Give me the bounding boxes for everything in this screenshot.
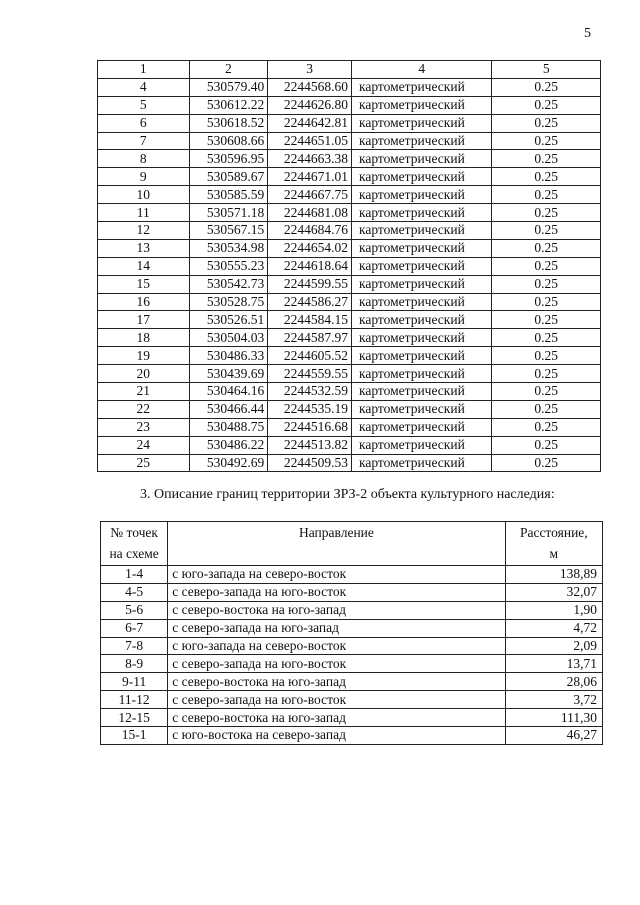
point-number-cell: 13 <box>98 239 190 257</box>
table-row <box>101 619 603 637</box>
section-heading: 3. Описание границ территории ЗРЗ-2 объекта культурного наследия: <box>140 487 555 502</box>
direction-cell: с северо-востока на юго-запад <box>168 601 505 619</box>
direction-cell: с северо-запада на юго-восток <box>168 655 505 673</box>
points-column-header <box>101 522 168 566</box>
x-coordinate-cell: 530488.75 <box>189 418 268 436</box>
y-coordinate-cell: 2244684.76 <box>268 222 352 240</box>
table-row <box>98 150 601 168</box>
points-header-line1: № точек <box>110 525 158 540</box>
direction-cell: с северо-запада на юго-восток <box>168 583 505 601</box>
distance-column-header <box>505 522 602 566</box>
x-coordinate-cell: 530608.66 <box>189 132 268 150</box>
point-number-cell: 8 <box>98 150 190 168</box>
accuracy-cell: 0.25 <box>492 114 601 132</box>
table-row <box>98 365 601 383</box>
method-cell: картометрический <box>351 436 492 454</box>
distance-cell: 4,72 <box>505 619 602 637</box>
y-coordinate-cell: 2244513.82 <box>268 436 352 454</box>
accuracy-cell: 0.25 <box>492 78 601 96</box>
table-row <box>101 709 603 727</box>
table-row <box>98 257 601 275</box>
direction-cell: с северо-запада на юго-восток <box>168 691 505 709</box>
x-coordinate-cell: 530526.51 <box>189 311 268 329</box>
column-header: 2 <box>189 61 268 79</box>
y-coordinate-cell: 2244568.60 <box>268 78 352 96</box>
column-header: 4 <box>351 61 492 79</box>
table-row <box>101 637 603 655</box>
method-cell: картометрический <box>351 132 492 150</box>
y-coordinate-cell: 2244586.27 <box>268 293 352 311</box>
x-coordinate-cell: 530555.23 <box>189 257 268 275</box>
table-row <box>98 436 601 454</box>
accuracy-cell: 0.25 <box>492 239 601 257</box>
x-coordinate-cell: 530492.69 <box>189 454 268 472</box>
table-row <box>101 673 603 691</box>
method-cell: картометрический <box>351 96 492 114</box>
method-cell: картометрический <box>351 78 492 96</box>
y-coordinate-cell: 2244584.15 <box>268 311 352 329</box>
point-number-cell: 6 <box>98 114 190 132</box>
table-row <box>98 168 601 186</box>
method-cell: картометрический <box>351 383 492 401</box>
method-cell: картометрический <box>351 186 492 204</box>
method-cell: картометрический <box>351 293 492 311</box>
x-coordinate-cell: 530618.52 <box>189 114 268 132</box>
segment-cell: 5-6 <box>101 601 168 619</box>
table-row <box>101 601 603 619</box>
segment-cell: 6-7 <box>101 619 168 637</box>
table-row <box>98 400 601 418</box>
boundary-description-table <box>100 521 603 745</box>
method-cell: картометрический <box>351 454 492 472</box>
point-number-cell: 5 <box>98 96 190 114</box>
distance-cell: 28,06 <box>505 673 602 691</box>
segment-cell: 11-12 <box>101 691 168 709</box>
point-number-cell: 12 <box>98 222 190 240</box>
accuracy-cell: 0.25 <box>492 132 601 150</box>
point-number-cell: 7 <box>98 132 190 150</box>
direction-cell: с юго-запада на северо-восток <box>168 566 505 584</box>
point-number-cell: 20 <box>98 365 190 383</box>
point-number-cell: 15 <box>98 275 190 293</box>
x-coordinate-cell: 530504.03 <box>189 329 268 347</box>
distance-cell: 1,90 <box>505 601 602 619</box>
accuracy-cell: 0.25 <box>492 222 601 240</box>
x-coordinate-cell: 530534.98 <box>189 239 268 257</box>
table-row <box>98 383 601 401</box>
coordinates-table <box>97 60 601 472</box>
accuracy-cell: 0.25 <box>492 186 601 204</box>
point-number-cell: 10 <box>98 186 190 204</box>
accuracy-cell: 0.25 <box>492 275 601 293</box>
accuracy-cell: 0.25 <box>492 329 601 347</box>
accuracy-cell: 0.25 <box>492 383 601 401</box>
method-cell: картометрический <box>351 311 492 329</box>
x-coordinate-cell: 530579.40 <box>189 78 268 96</box>
method-cell: картометрический <box>351 114 492 132</box>
x-coordinate-cell: 530612.22 <box>189 96 268 114</box>
distance-cell: 138,89 <box>505 566 602 584</box>
segment-cell: 4-5 <box>101 583 168 601</box>
accuracy-cell: 0.25 <box>492 454 601 472</box>
table-row <box>101 566 603 584</box>
direction-cell: с юго-запада на северо-восток <box>168 637 505 655</box>
x-coordinate-cell: 530486.33 <box>189 347 268 365</box>
table-row <box>98 454 601 472</box>
direction-column-header: Направление <box>168 522 505 566</box>
segment-cell: 9-11 <box>101 673 168 691</box>
distance-cell: 46,27 <box>505 727 602 745</box>
table-row <box>101 583 603 601</box>
accuracy-cell: 0.25 <box>492 96 601 114</box>
point-number-cell: 9 <box>98 168 190 186</box>
point-number-cell: 25 <box>98 454 190 472</box>
y-coordinate-cell: 2244626.80 <box>268 96 352 114</box>
table-row <box>98 78 601 96</box>
point-number-cell: 16 <box>98 293 190 311</box>
table-row <box>101 691 603 709</box>
x-coordinate-cell: 530542.73 <box>189 275 268 293</box>
segment-cell: 12-15 <box>101 709 168 727</box>
table-row <box>98 239 601 257</box>
y-coordinate-cell: 2244587.97 <box>268 329 352 347</box>
table-row <box>98 311 601 329</box>
point-number-cell: 24 <box>98 436 190 454</box>
point-number-cell: 18 <box>98 329 190 347</box>
distance-cell: 3,72 <box>505 691 602 709</box>
point-number-cell: 11 <box>98 204 190 222</box>
boundary-table-header <box>101 522 603 566</box>
distance-cell: 13,71 <box>505 655 602 673</box>
point-number-cell: 22 <box>98 400 190 418</box>
y-coordinate-cell: 2244559.55 <box>268 365 352 383</box>
column-header: 5 <box>492 61 601 79</box>
method-cell: картометрический <box>351 347 492 365</box>
y-coordinate-cell: 2244642.81 <box>268 114 352 132</box>
x-coordinate-cell: 530589.67 <box>189 168 268 186</box>
method-cell: картометрический <box>351 239 492 257</box>
distance-cell: 32,07 <box>505 583 602 601</box>
y-coordinate-cell: 2244605.52 <box>268 347 352 365</box>
point-number-cell: 17 <box>98 311 190 329</box>
table-row <box>98 293 601 311</box>
accuracy-cell: 0.25 <box>492 400 601 418</box>
table-row <box>101 655 603 673</box>
y-coordinate-cell: 2244651.05 <box>268 132 352 150</box>
point-number-cell: 21 <box>98 383 190 401</box>
method-cell: картометрический <box>351 204 492 222</box>
accuracy-cell: 0.25 <box>492 257 601 275</box>
table-row <box>98 132 601 150</box>
method-cell: картометрический <box>351 329 492 347</box>
y-coordinate-cell: 2244618.64 <box>268 257 352 275</box>
x-coordinate-cell: 530567.15 <box>189 222 268 240</box>
page-number: 5 <box>584 26 591 41</box>
table-row <box>98 186 601 204</box>
x-coordinate-cell: 530585.59 <box>189 186 268 204</box>
direction-cell: с северо-запада на юго-запад <box>168 619 505 637</box>
accuracy-cell: 0.25 <box>492 150 601 168</box>
accuracy-cell: 0.25 <box>492 365 601 383</box>
segment-cell: 8-9 <box>101 655 168 673</box>
y-coordinate-cell: 2244671.01 <box>268 168 352 186</box>
column-header: 3 <box>268 61 352 79</box>
x-coordinate-cell: 530528.75 <box>189 293 268 311</box>
point-number-cell: 19 <box>98 347 190 365</box>
table-row <box>98 418 601 436</box>
x-coordinate-cell: 530439.69 <box>189 365 268 383</box>
method-cell: картометрический <box>351 257 492 275</box>
direction-cell: с северо-востока на юго-запад <box>168 673 505 691</box>
method-cell: картометрический <box>351 222 492 240</box>
accuracy-cell: 0.25 <box>492 436 601 454</box>
table-row <box>98 114 601 132</box>
method-cell: картометрический <box>351 418 492 436</box>
distance-cell: 2,09 <box>505 637 602 655</box>
distance-header-line1: Расстояние, <box>519 525 588 540</box>
y-coordinate-cell: 2244667.75 <box>268 186 352 204</box>
x-coordinate-cell: 530464.16 <box>189 383 268 401</box>
table-row <box>98 96 601 114</box>
table-row <box>98 204 601 222</box>
y-coordinate-cell: 2244535.19 <box>268 400 352 418</box>
x-coordinate-cell: 530486.22 <box>189 436 268 454</box>
accuracy-cell: 0.25 <box>492 347 601 365</box>
table-row <box>101 727 603 745</box>
table-row <box>98 329 601 347</box>
method-cell: картометрический <box>351 400 492 418</box>
segment-cell: 7-8 <box>101 637 168 655</box>
point-number-cell: 14 <box>98 257 190 275</box>
direction-cell: с юго-востока на северо-запад <box>168 727 505 745</box>
method-cell: картометрический <box>351 275 492 293</box>
method-cell: картометрический <box>351 168 492 186</box>
x-coordinate-cell: 530466.44 <box>189 400 268 418</box>
point-number-cell: 23 <box>98 418 190 436</box>
points-header-line2: на схеме <box>109 546 159 561</box>
point-number-cell: 4 <box>98 78 190 96</box>
distance-header-line2: м <box>549 546 559 561</box>
x-coordinate-cell: 530596.95 <box>189 150 268 168</box>
method-cell: картометрический <box>351 150 492 168</box>
direction-cell: с северо-востока на юго-запад <box>168 709 505 727</box>
y-coordinate-cell: 2244663.38 <box>268 150 352 168</box>
method-cell: картометрический <box>351 365 492 383</box>
y-coordinate-cell: 2244654.02 <box>268 239 352 257</box>
x-coordinate-cell: 530571.18 <box>189 204 268 222</box>
accuracy-cell: 0.25 <box>492 168 601 186</box>
accuracy-cell: 0.25 <box>492 311 601 329</box>
accuracy-cell: 0.25 <box>492 418 601 436</box>
accuracy-cell: 0.25 <box>492 204 601 222</box>
distance-cell: 111,30 <box>505 709 602 727</box>
segment-cell: 1-4 <box>101 566 168 584</box>
y-coordinate-cell: 2244599.55 <box>268 275 352 293</box>
y-coordinate-cell: 2244516.68 <box>268 418 352 436</box>
table-row <box>98 222 601 240</box>
coordinates-table-header <box>98 61 601 79</box>
segment-cell: 15-1 <box>101 727 168 745</box>
y-coordinate-cell: 2244532.59 <box>268 383 352 401</box>
column-header: 1 <box>98 61 190 79</box>
y-coordinate-cell: 2244681.08 <box>268 204 352 222</box>
y-coordinate-cell: 2244509.53 <box>268 454 352 472</box>
accuracy-cell: 0.25 <box>492 293 601 311</box>
table-row <box>98 275 601 293</box>
table-row <box>98 347 601 365</box>
